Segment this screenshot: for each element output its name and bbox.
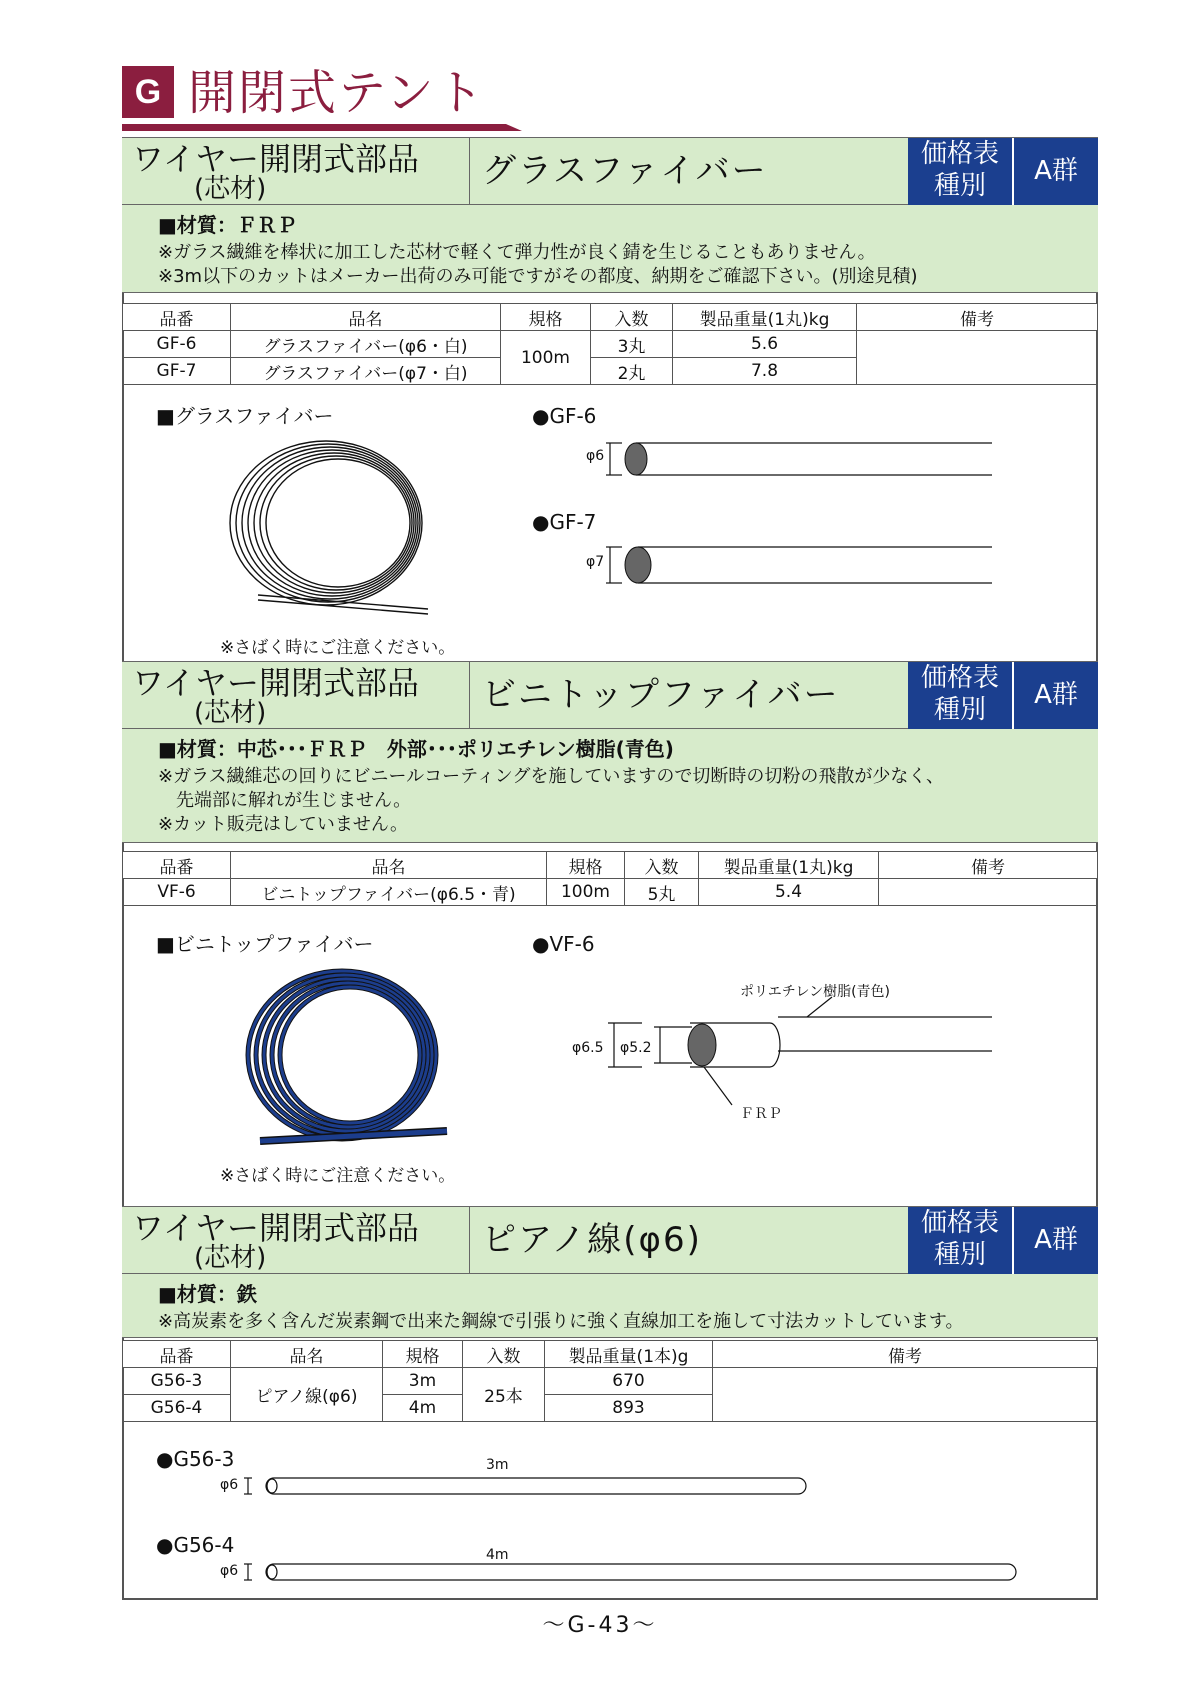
caution-note: ※さばく時にご注意ください。 — [220, 638, 456, 658]
core-material-label: ＦＲＰ — [740, 1106, 782, 1122]
outer-diameter-label: φ6.5 — [572, 1040, 604, 1056]
outer-material-label: ポリエチレン樹脂(青色) — [740, 984, 891, 1000]
table-row: G56-3 ピアノ線(φ6) 3m 25本 670 — [123, 1368, 1098, 1395]
section-title-band — [122, 661, 1098, 729]
description-panel — [122, 205, 1098, 293]
diagram-label: ●G56-4 — [156, 1533, 235, 1557]
material-text: ■材質：中芯･･･ＦＲＰ 外部･･･ポリエチレン樹脂(青色) — [158, 737, 674, 761]
length-label: 3m — [486, 1457, 509, 1473]
g56-3-wire-diagram — [240, 1472, 820, 1502]
diameter-label: φ6 — [220, 1477, 239, 1493]
price-type-box: 価格表 種別 — [908, 662, 1014, 729]
material-text: ■材質：鉄 — [158, 1282, 257, 1306]
header-underline — [122, 124, 522, 131]
section-title-band — [122, 137, 1098, 205]
price-group-box: A群 — [1014, 138, 1098, 205]
category-sublabel: (芯材) — [194, 174, 267, 204]
note-line: 先端部に解れが生じません。 — [158, 790, 412, 811]
vf6-rod-diagram — [602, 997, 1002, 1117]
note-line: ※カット販売はしていません。 — [158, 814, 408, 835]
spec-table: 品番 品名 規格 入数 製品重量(1本)g 備考 G56-3 ピアノ線(φ6) 3m 25本 670 G56-4 4m 893 — [122, 1340, 1098, 1422]
page-header — [122, 60, 542, 130]
category-sublabel: (芯材) — [194, 1243, 267, 1273]
diagram-label: ●GF-7 — [532, 510, 597, 534]
spec-table: 品番 品名 規格 入数 製品重量(1丸)kg 備考 GF-6 グラスファイバー(φ6・白) 100m 3丸 5.6 GF-7 グラスファイバー(φ7・白) 2丸 7.8 — [122, 303, 1098, 385]
page-title: 開閉式テント — [188, 65, 486, 121]
inner-diameter-label: φ5.2 — [620, 1040, 652, 1056]
product-title: ピアノ線(φ6) — [482, 1220, 702, 1260]
figure-label: ■グラスファイバー — [156, 404, 334, 428]
fiber-coil-image — [218, 437, 438, 617]
length-label: 4m — [486, 1547, 509, 1563]
material-text: ■材質：ＦＲＰ — [158, 213, 297, 237]
note-line: ※3m以下のカットはメーカー出荷のみ可能ですがその都度、納期をご確認下さい。(別途見積) — [158, 266, 918, 287]
table-row: GF-7 グラスファイバー(φ7・白) 2丸 7.8 — [123, 358, 1098, 385]
table-row: VF-6 ビニトップファイバー(φ6.5・青) 100m 5丸 5.4 — [123, 879, 1098, 906]
gf6-rod-diagram — [602, 433, 1002, 483]
figure-label: ■ビニトップファイバー — [156, 932, 374, 956]
price-type-box: 価格表 種別 — [908, 138, 1014, 205]
caution-note: ※さばく時にご注意ください。 — [220, 1166, 456, 1186]
diagram-label: ●G56-3 — [156, 1447, 235, 1471]
diagram-label: ●VF-6 — [532, 932, 595, 956]
g56-4-wire-diagram — [240, 1558, 1040, 1588]
product-title: ビニトップファイバー — [482, 675, 840, 715]
diameter-label: φ6 — [220, 1563, 239, 1579]
description-panel — [122, 729, 1098, 843]
gf7-rod-diagram — [602, 539, 1002, 589]
price-type-box: 価格表 種別 — [908, 1207, 1014, 1274]
category-label: ワイヤー開閉式部品 — [132, 140, 420, 178]
category-label: ワイヤー開閉式部品 — [132, 664, 420, 702]
table-row: G56-4 4m 893 — [123, 1395, 1098, 1422]
section-vinytop-fiber — [122, 661, 1098, 1201]
section-badge: G — [122, 66, 174, 118]
price-group-box: A群 — [1014, 1207, 1098, 1274]
diameter-label: φ6 — [586, 448, 605, 464]
table-row: GF-6 グラスファイバー(φ6・白) 100m 3丸 5.6 — [123, 331, 1098, 358]
section-title-band — [122, 1206, 1098, 1274]
category-label: ワイヤー開閉式部品 — [132, 1209, 420, 1247]
section-piano-wire — [122, 1206, 1098, 1600]
page-number: ～G-43～ — [542, 1613, 658, 1638]
vinytop-coil-image — [242, 965, 462, 1155]
section-glass-fiber — [122, 137, 1098, 667]
description-panel — [122, 1274, 1098, 1338]
spec-table: 品番 品名 規格 入数 製品重量(1丸)kg 備考 VF-6 ビニトップファイバー(φ6.5・青) 100m 5丸 5.4 — [122, 851, 1098, 906]
diameter-label: φ7 — [586, 554, 605, 570]
category-sublabel: (芯材) — [194, 698, 267, 728]
price-group-box: A群 — [1014, 662, 1098, 729]
product-title: グラスファイバー — [482, 151, 768, 191]
note-line: ※ガラス繊維芯の回りにビニールコーティングを施していますので切断時の切粉の飛散が少なく、 — [158, 766, 945, 787]
note-line: ※ガラス繊維を棒状に加工した芯材で軽くて弾力性が良く錆を生じることもありません。 — [158, 242, 876, 263]
note-line: ※高炭素を多く含んだ炭素鋼で出来た鋼線で引張りに強く直線加工を施して寸法カットしています。 — [158, 1311, 964, 1332]
diagram-label: ●GF-6 — [532, 404, 597, 428]
